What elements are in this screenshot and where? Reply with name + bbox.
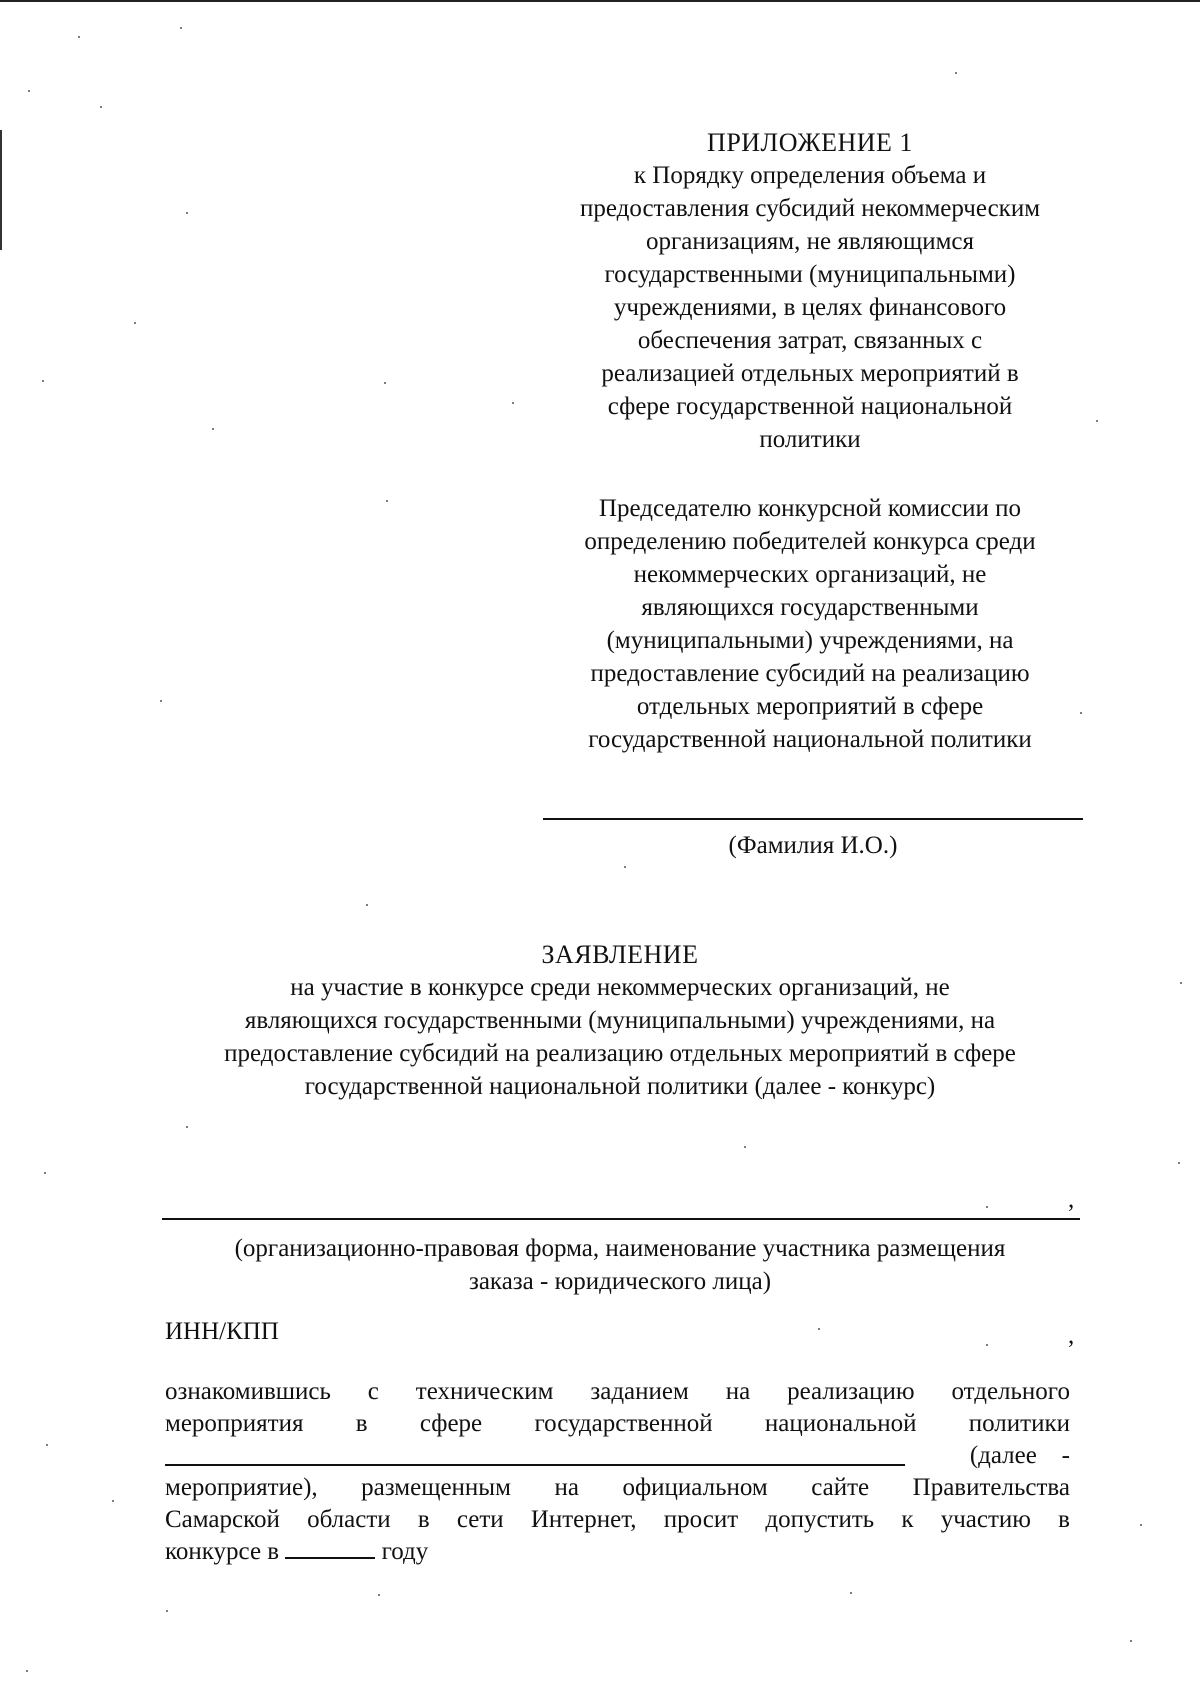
body-word: просит (663, 1506, 739, 1533)
statement-body (165, 1376, 1070, 1568)
body-word: национальной (764, 1410, 917, 1437)
signature-caption: (Фамилия И.О.) (728, 832, 898, 859)
signature-name-line[interactable] (543, 818, 1083, 820)
organization-caption-line: (организационно-правовая форма, наименование участника размещения (234, 1235, 1006, 1262)
inn-kpp-label: ИНН/КПП (165, 1318, 279, 1345)
body-word: ознакомившись (165, 1378, 331, 1405)
body-word: реализацию (787, 1378, 915, 1405)
body-word: мероприятие), (165, 1474, 318, 1501)
appendix-line: политики (759, 426, 861, 453)
scan-speck (42, 380, 44, 382)
body-word: сети (456, 1506, 504, 1533)
body-line (165, 1440, 1070, 1472)
addressee-line: некоммерческих организаций, не (633, 561, 987, 588)
body-word: с (367, 1378, 379, 1405)
statement-subtitle-line: являющихся государственными (муниципальными) учреждениями, на (244, 1007, 996, 1034)
organization-comma: , (1068, 1186, 1075, 1213)
inn-kpp-comma: , (1068, 1322, 1075, 1349)
organization-name-line[interactable] (162, 1218, 1080, 1220)
body-word: политики (968, 1410, 1070, 1437)
appendix-line: сфере государственной национальной (607, 393, 1013, 420)
scan-speck (955, 72, 957, 74)
scan-speck (180, 27, 182, 29)
appendix-line: государственными (муниципальными) (604, 261, 1016, 288)
scan-speck (100, 106, 102, 108)
addressee-block (540, 492, 1080, 756)
event-name-blank[interactable] (165, 1440, 905, 1466)
body-word: сфере (419, 1410, 483, 1437)
scan-speck (28, 90, 30, 92)
body-word: техническим (415, 1378, 554, 1405)
year-blank[interactable] (285, 1537, 375, 1559)
scan-speck (384, 382, 386, 384)
organization-caption-line: заказа - юридического лица) (468, 1268, 772, 1295)
scan-speck (366, 904, 368, 906)
scan-speck (1096, 420, 1098, 422)
body-word: в (1058, 1506, 1070, 1533)
addressee-line: определению победителей конкурса среди (584, 528, 1036, 555)
scan-speck (44, 1172, 46, 1174)
scan-speck (212, 428, 214, 430)
scan-speck (512, 402, 514, 404)
organization-caption (160, 1232, 1080, 1298)
body-word: Правительства (912, 1474, 1070, 1501)
addressee-line: (муниципальными) учреждениями, на (606, 627, 1014, 654)
appendix-line: реализацией отдельных мероприятий в (601, 360, 1019, 387)
statement-subtitle-line: предоставление субсидий на реализацию отдельных мероприятий в сфере (224, 1040, 1016, 1067)
scan-speck (744, 1146, 746, 1148)
body-word: отдельного (951, 1378, 1070, 1405)
scan-speck (1178, 1162, 1180, 1164)
body-word: мероприятия (165, 1410, 304, 1437)
body-line (165, 1536, 1070, 1568)
appendix-title: ПРИЛОЖЕНИЕ 1 (707, 128, 913, 157)
body-word: области (307, 1506, 391, 1533)
statement-header (160, 938, 1080, 1103)
statement-subtitle-line: государственной национальной политики (далее - конкурс) (304, 1073, 936, 1100)
body-word: официальном (622, 1474, 768, 1501)
body-word: - (1061, 1442, 1070, 1469)
body-word: в (417, 1506, 430, 1533)
scan-speck (624, 866, 626, 868)
scan-speck (78, 36, 80, 38)
body-word: размещенным (361, 1474, 511, 1501)
scan-speck (112, 1500, 114, 1502)
scan-speck (46, 1444, 48, 1446)
statement-subtitle-line: на участие в конкурсе среди некоммерческих организаций, не (290, 974, 950, 1001)
scan-speck (378, 1594, 380, 1596)
body-word: сайте (811, 1474, 870, 1501)
addressee-line: отдельных мероприятий в сфере (636, 693, 984, 720)
scan-speck (850, 1592, 852, 1594)
scan-speck (26, 1670, 28, 1672)
statement-title: ЗАЯВЛЕНИЕ (541, 940, 699, 969)
body-word: заданием (590, 1378, 689, 1405)
body-word: Самарской (165, 1506, 280, 1533)
body-line (165, 1504, 1070, 1536)
scan-left-mark (0, 130, 2, 250)
body-word: государственной (534, 1410, 713, 1437)
body-word: (далее (969, 1442, 1037, 1469)
scan-speck (1140, 1524, 1142, 1526)
body-word: Интернет, (530, 1506, 637, 1533)
body-line (165, 1472, 1070, 1504)
scan-speck (986, 1344, 988, 1346)
scan-speck (986, 1206, 988, 1208)
body-word: участию (940, 1506, 1031, 1533)
addressee-line: государственной национальной политики (588, 726, 1032, 753)
appendix-header (540, 126, 1080, 456)
scan-speck (134, 322, 136, 324)
appendix-line: к Порядку определения объема и (633, 162, 987, 189)
body-word: допустить (765, 1506, 875, 1533)
body-word: на (725, 1378, 751, 1405)
scan-speck (1130, 1640, 1132, 1642)
body-word: конкурсе в (165, 1538, 280, 1565)
appendix-line: обеспечения затрат, связанных с (637, 327, 983, 354)
appendix-line: организациям, не являющимся (645, 228, 975, 255)
scan-speck (186, 212, 188, 214)
scan-speck (1180, 982, 1182, 984)
addressee-line: являющихся государственными (641, 594, 979, 621)
body-word: к (901, 1506, 914, 1533)
addressee-line: Председателю конкурсной комиссии по (598, 495, 1022, 522)
appendix-line: предоставления субсидий некоммерческим (579, 195, 1041, 222)
scan-speck (160, 700, 162, 702)
scan-speck (386, 500, 388, 502)
scan-speck (1080, 712, 1082, 714)
scan-speck (818, 1328, 820, 1330)
scan-speck (186, 1126, 188, 1128)
body-word: году (381, 1538, 429, 1565)
scan-top-edge (0, 0, 1200, 2)
body-word: в (355, 1410, 368, 1437)
addressee-line: предоставление субсидий на реализацию (590, 660, 1030, 687)
body-word: на (554, 1474, 579, 1501)
body-line (165, 1376, 1070, 1408)
scan-speck (166, 1610, 168, 1612)
appendix-line: учреждениями, в целях финансового (613, 294, 1007, 321)
body-line (165, 1408, 1070, 1440)
